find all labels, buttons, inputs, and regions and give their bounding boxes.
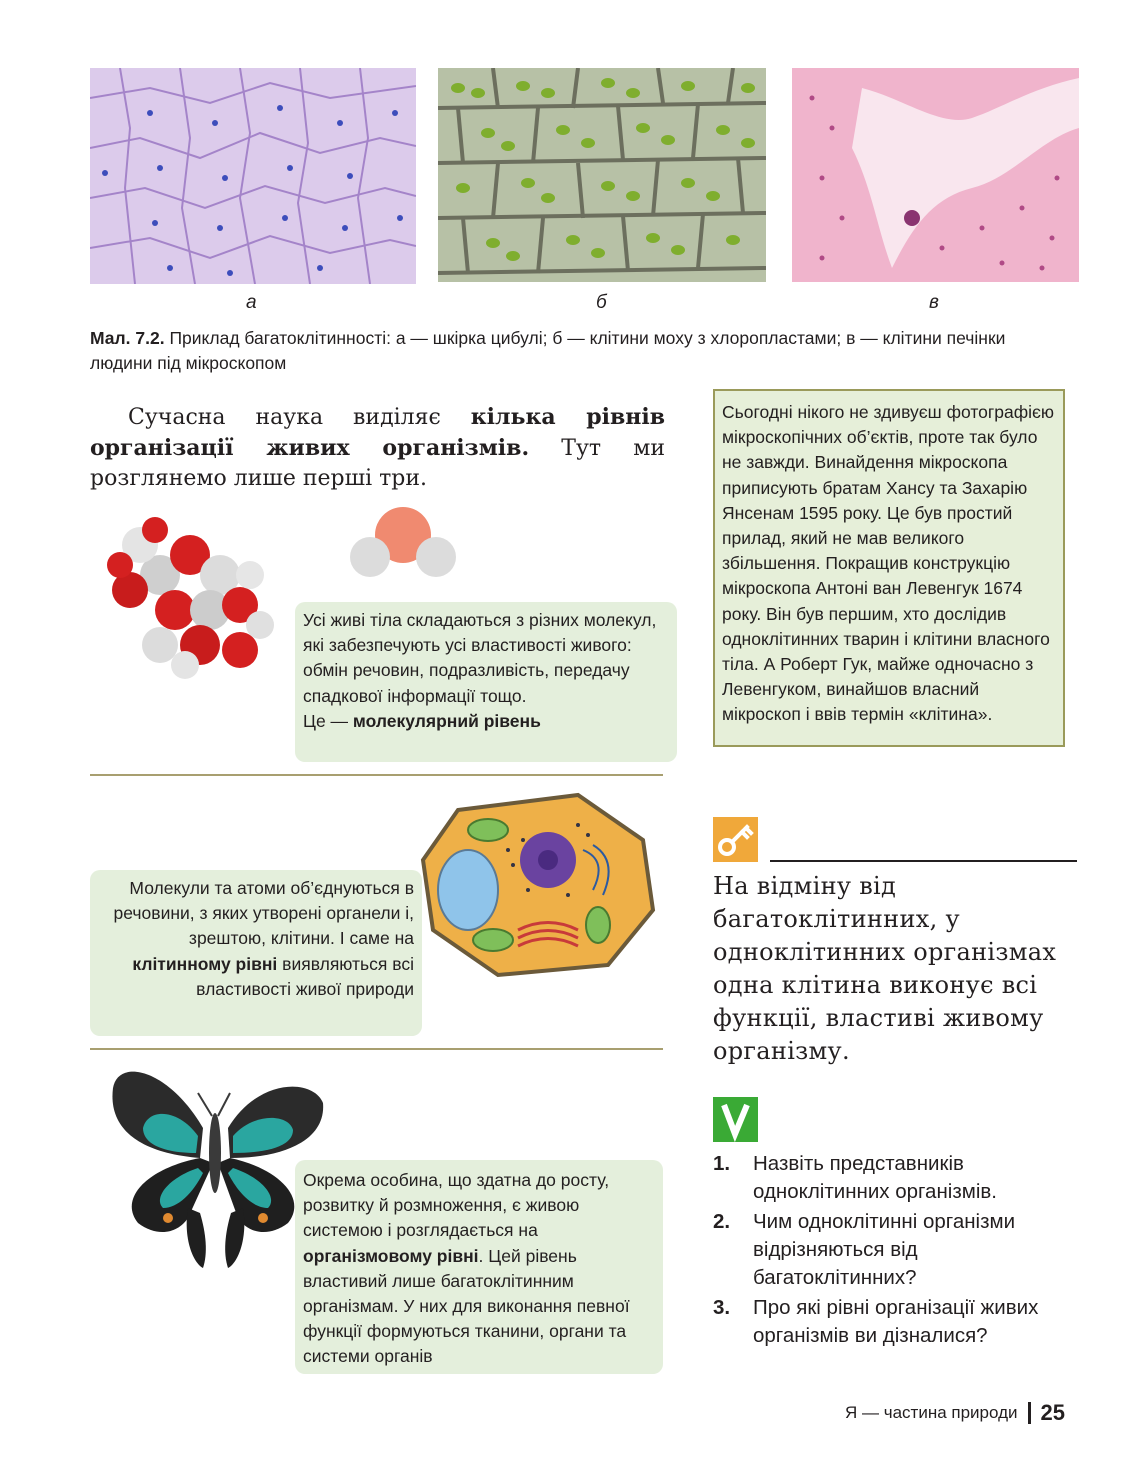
- glucose-molecule-illustration: [100, 515, 275, 680]
- check-icon: [713, 1097, 758, 1142]
- onion-skin-photo: [90, 68, 416, 284]
- figure-label-b: б: [596, 292, 607, 313]
- cellular-level-suffix: виявляються всі властивості живої природи: [196, 953, 414, 999]
- question-number: 2.: [713, 1210, 731, 1233]
- microscope-history-box: [713, 389, 1065, 747]
- molecular-level-prefix: Це —: [303, 710, 353, 731]
- molecular-level-bold: молекулярний рівень: [352, 710, 541, 731]
- figure-caption-number: Мал. 7.2.: [90, 328, 165, 348]
- cell-illustration: [418, 790, 658, 980]
- question-text: Назвіть представників одноклітинних організмів.: [753, 1152, 997, 1203]
- page-number: 25: [1040, 1400, 1065, 1425]
- moss-cells-photo: [438, 68, 766, 282]
- intro-bold: кілька рівнів організації живих організмів.: [90, 404, 665, 461]
- molecular-level-text: Усі живі тіла складаються з різних молекул, які забезпечують усі властивості живого: обмін речовин, подразливість, передачу спадкової інформації тощо.: [303, 610, 657, 706]
- question-number: 3.: [713, 1296, 731, 1319]
- microscope-history-text: Сьогодні нікого не здивуєш фотографією мікроскопічних об’єктів, проте так було не завжди. Винайдення мікроскопа приписують братам Хансу та Захарію Янсенам 1595 року. Це був простий прилад, який не мав великого збільшення. Покращив конструкцію мікроскопа Антоні ван Левенгук 1674 року. Він був першим, хто дослідив одноклітинних тварин і клітини власного тіла. А Роберт Гук, майже одночасно з Левенгуком, винайшов власний мікроскоп і ввів термін «клітина».: [722, 402, 1055, 725]
- organism-level-bold: організмовому рівні: [303, 1245, 479, 1266]
- question-number: 1.: [713, 1152, 731, 1175]
- liver-cells-photo: [792, 68, 1079, 282]
- divider-2: [90, 1048, 663, 1050]
- organism-level-text-1: Окрема особина, що здатна до росту, розвитку й розмноження, є живою системою і розглядається на: [303, 1170, 610, 1241]
- figure-label-a: а: [246, 292, 257, 313]
- key-statement: На відміну від багатоклітинних, у одноклітинних організмах одна клітина виконує всі функції, властиві живому організму.: [713, 872, 1057, 1065]
- intro-text-1: Сучасна наука виділяє: [128, 405, 471, 430]
- question-text: Чим одноклітинні організми відрізняються від багатоклітинних?: [753, 1210, 1016, 1289]
- organism-level-box: [295, 1160, 663, 1374]
- question-text: Про які рівні організації живих організмів ви дізналися?: [753, 1296, 1039, 1347]
- question-item: [713, 1150, 1083, 1206]
- butterfly-illustration: [108, 1058, 326, 1273]
- figure-caption: [90, 326, 1050, 376]
- question-item: [713, 1208, 1083, 1292]
- figure-label-v: в: [929, 292, 939, 313]
- divider-1: [90, 774, 663, 776]
- water-molecule-illustration: [348, 505, 458, 580]
- cellular-level-text: Молекули та атоми об’єднуються в речовини, з яких утворені органели і, зрештою, клітини. І саме на: [113, 878, 414, 949]
- cellular-level-box: [90, 870, 422, 1036]
- key-underline: [770, 860, 1077, 862]
- figure-caption-text: Приклад багатоклітинності: а — шкірка цибулі; б — клітини моху з хлоропластами; в — клітини печінки людини під мікроскопом: [90, 328, 1006, 373]
- intro-text-2: Тут ми розглянемо лише перші три.: [90, 436, 665, 491]
- question-item: [713, 1294, 1083, 1350]
- key-icon: [713, 817, 758, 862]
- footer-section-title: Я — частина природи: [845, 1403, 1018, 1422]
- cellular-level-bold: клітинному рівні: [132, 953, 278, 974]
- organism-level-text-2: . Цей рівень властивий лише багатоклітинним організмам. У них для виконання певної функції формуються тканини, органи та системи органів: [303, 1245, 630, 1367]
- questions-list: [713, 1150, 1083, 1352]
- intro-paragraph: [90, 402, 665, 494]
- molecular-level-box: [295, 602, 677, 762]
- page-footer: [845, 1400, 1065, 1426]
- footer-separator: [1028, 1402, 1031, 1424]
